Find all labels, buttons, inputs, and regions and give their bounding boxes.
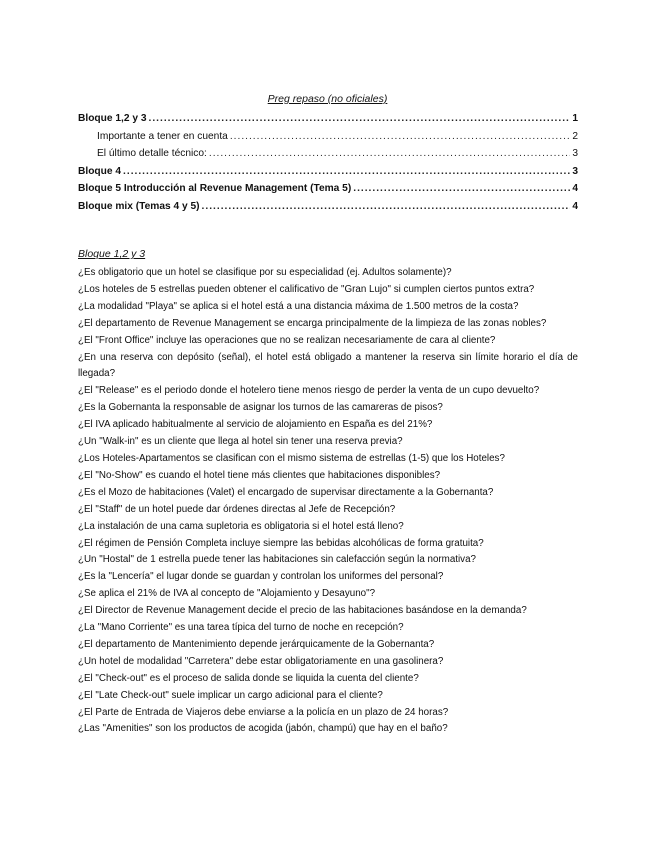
toc-leader-dots [123,166,570,177]
question: ¿El "Staff" de un hotel puede dar órdenes directas al Jefe de Recepción? [78,503,396,515]
toc-entry-page: 3 [572,165,578,177]
table-of-contents [78,113,578,218]
question: ¿Las "Amenities" son los productos de acogida (jabón, champú) que hay en el baño? [78,723,448,735]
question: ¿Es la Gobernanta la responsable de asignar los turnos de las camareras de pisos? [78,402,443,414]
question: ¿El Director de Revenue Management decide el precio de las habitaciones basándose en la demanda? [78,605,527,617]
toc-entry[interactable] [78,113,578,131]
toc-entry-label: Bloque 4 [78,165,122,177]
question: ¿Un "Hostal" de 1 estrella puede tener las habitaciones sin calefacción según la normativa? [78,554,476,566]
toc-leader-dots [353,183,570,194]
toc-entry[interactable] [78,201,578,219]
question: ¿El "No-Show" es cuando el hotel tiene más clientes que habitaciones disponibles? [78,469,441,481]
toc-leader-dots [149,113,571,124]
toc-entry[interactable] [78,166,578,184]
question-list [78,265,578,738]
question: ¿El "Release" es el periodo donde el hotelero tiene menos riesgo de perder la venta de un cupo devuelto? [78,385,540,397]
question: ¿Se aplica el 21% de IVA al concepto de "Alojamiento y Desayuno"? [78,588,376,600]
toc-entry-label: Bloque mix (Temas 4 y 5) [78,200,200,212]
toc-entry-page: 3 [572,148,578,159]
toc-entry-page: 4 [572,183,578,194]
question: ¿Es el Mozo de habitaciones (Valet) el encargado de supervisar directamente a la Gobernanta? [78,486,494,498]
document-title: Preg repaso (no oficiales) [267,93,388,105]
question: ¿El régimen de Pensión Completa incluye siempre las bebidas alcohólicas de forma gratuita? [78,537,484,549]
toc-entry-page: 4 [572,200,578,212]
question: ¿Es obligatorio que un hotel se clasifique por su especialidad (ej. Adultos solamente)? [78,267,452,278]
toc-entry[interactable] [78,131,578,149]
question: ¿Los hoteles de 5 estrellas pueden obtener el calificativo de "Gran Lujo" si cumplen ciertos puntos extra? [78,283,535,295]
question: ¿El IVA aplicado habitualmente al servicio de alojamiento en España es del 21%? [78,419,433,431]
question: ¿La instalación de una cama supletoria es obligatoria si el hotel está lleno? [78,520,404,532]
question: ¿Un "Walk-in" es un cliente que llega al hotel sin tener una reserva previa? [78,436,403,448]
toc-entry[interactable] [78,183,578,201]
toc-entry-label: Importante a tener en cuenta [97,130,228,142]
question: ¿El departamento de Revenue Management se encarga principalmente de la limpieza de las zonas nobles? [78,317,547,329]
toc-leader-dots [209,148,570,159]
question: ¿En una reserva con depósito (señal), el hotel está obligado a mantener la reserva sin límite horario el día de llegada? [78,351,578,380]
question: ¿El "Check-out" es el proceso de salida donde se liquida la cuenta del cliente? [78,672,419,684]
toc-leader-dots [202,201,571,212]
question: ¿El Parte de Entrada de Viajeros debe enviarse a la policía en un plazo de 24 horas? [78,706,449,718]
question: ¿El departamento de Mantenimiento depende jerárquicamente de la Gobernanta? [78,638,435,650]
question: ¿La "Mano Corriente" es una tarea típica del turno de noche en recepción? [78,622,404,634]
section-heading: Bloque 1,2 y 3 [78,248,146,260]
toc-entry[interactable] [78,148,578,166]
question: ¿Un hotel de modalidad "Carretera" debe estar obligatoriamente en una gasolinera? [78,655,444,667]
question: ¿La modalidad "Playa" se aplica si el hotel está a una distancia máxima de 1.500 metros de la costa? [78,300,519,312]
toc-entry-page: 1 [572,113,578,124]
toc-entry-label: Bloque 5 Introducción al Revenue Management (Tema 5) [78,183,352,194]
question: ¿El "Late Check-out" suele implicar un cargo adicional para el cliente? [78,689,383,701]
toc-entry-label: El último detalle técnico: [97,148,207,159]
toc-entry-label: Bloque 1,2 y 3 [78,113,147,124]
toc-leader-dots [230,131,571,142]
question: ¿Los Hoteles-Apartamentos se clasifican con el mismo sistema de estrellas (1-5) que los Hoteles? [78,452,505,464]
question: ¿El "Front Office" incluye las operaciones que no se realizan necesariamente de cara al cliente? [78,334,496,346]
toc-entry-page: 2 [572,130,578,142]
question: ¿Es la "Lencería" el lugar donde se guardan y controlan los uniformes del personal? [78,571,444,583]
